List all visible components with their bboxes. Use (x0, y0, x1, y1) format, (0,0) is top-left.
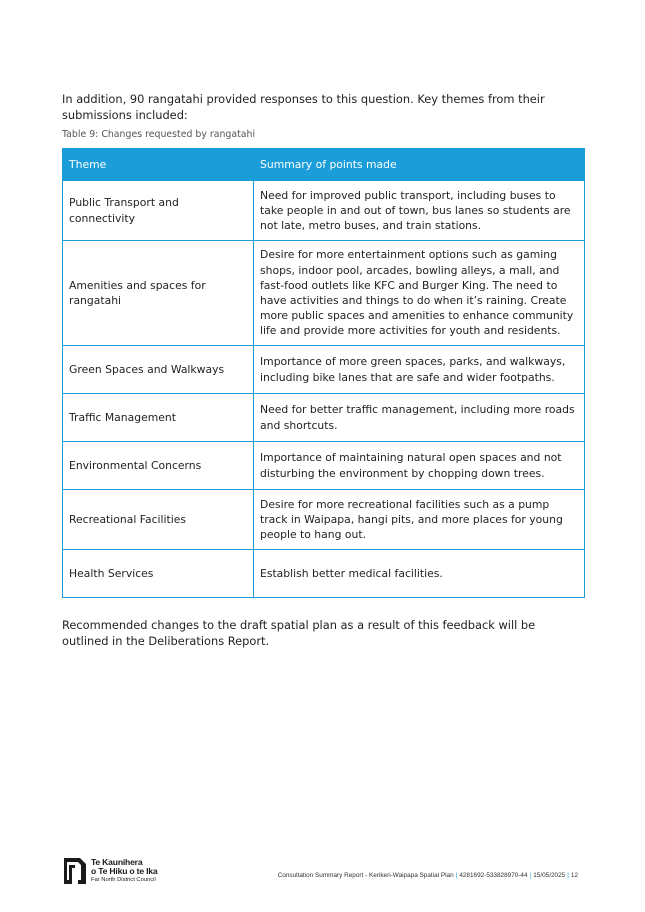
footer-doc-id: 4281692-533828970-44 (459, 872, 528, 879)
theme-cell: Amenities and spaces for rangatahi (63, 241, 254, 346)
header-summary: Summary of points made (254, 149, 585, 181)
table-row (63, 394, 585, 442)
summary-cell: Desire for more recreational facilities such as a pump track in Waipapa, hangi pits, and more places for young people to hang out. (254, 490, 585, 550)
summary-cell: Establish better medical facilities. (254, 550, 585, 598)
table-row (63, 241, 585, 346)
council-logo-icon (62, 856, 88, 886)
footer-page-number: 12 (570, 872, 578, 879)
changes-table (62, 148, 585, 598)
theme-cell: Traffic Management (63, 394, 254, 442)
intro-paragraph: In addition, 90 rangatahi provided responses to this question. Key themes from their submissions included: (62, 92, 545, 122)
summary-cell: Importance of maintaining natural open spaces and not disturbing the environment by chopping down trees. (254, 442, 585, 490)
header-theme: Theme (63, 149, 254, 181)
theme-cell: Environmental Concerns (63, 442, 254, 490)
table-row (63, 442, 585, 490)
theme-cell: Public Transport and connectivity (63, 181, 254, 241)
closing-paragraph: Recommended changes to the draft spatial plan as a result of this feedback will be outlined in the Deliberations Report. (62, 618, 536, 648)
summary-cell: Need for improved public transport, including buses to take people in and out of town, bus lanes so students are not late, metro buses, and train stations. (254, 181, 585, 241)
logo-line-2: o Te Hiku o te Ika (91, 865, 158, 876)
page-footer: Consultation Summary Report - Kerikeri-Waipapa Spatial Plan | 4281692-533828970-44 | 15/05/2025 | 12 (277, 872, 578, 879)
table-row (63, 181, 585, 241)
logo-line-1: Te Kaunihera (91, 856, 143, 867)
theme-cell: Health Services (63, 550, 254, 598)
table-header-row (63, 149, 585, 181)
footer-doc-title: Consultation Summary Report - Kerikeri-Waipapa Spatial Plan (277, 872, 454, 879)
summary-cell: Need for better traffic management, including more roads and shortcuts. (254, 394, 585, 442)
table-row (63, 490, 585, 550)
logo-line-3: Far North District Council (91, 876, 156, 883)
council-logo (62, 856, 157, 886)
table-caption: Table 9: Changes requested by rangatahi (62, 129, 256, 140)
table-row (63, 550, 585, 598)
table-row (63, 346, 585, 394)
footer-date: 15/05/2025 (533, 872, 566, 879)
theme-cell: Recreational Facilities (63, 490, 254, 550)
summary-cell: Importance of more green spaces, parks, and walkways, including bike lanes that are safe and wider footpaths. (254, 346, 585, 394)
theme-cell: Green Spaces and Walkways (63, 346, 254, 394)
summary-cell: Desire for more entertainment options such as gaming shops, indoor pool, arcades, bowling alleys, a mall, and fast-food outlets like KFC and Burger King. The need to have activities and things to do when it’s raining. Create more public spaces and amenities to enhance community life and provide more activities for youth and residents. (254, 241, 585, 346)
